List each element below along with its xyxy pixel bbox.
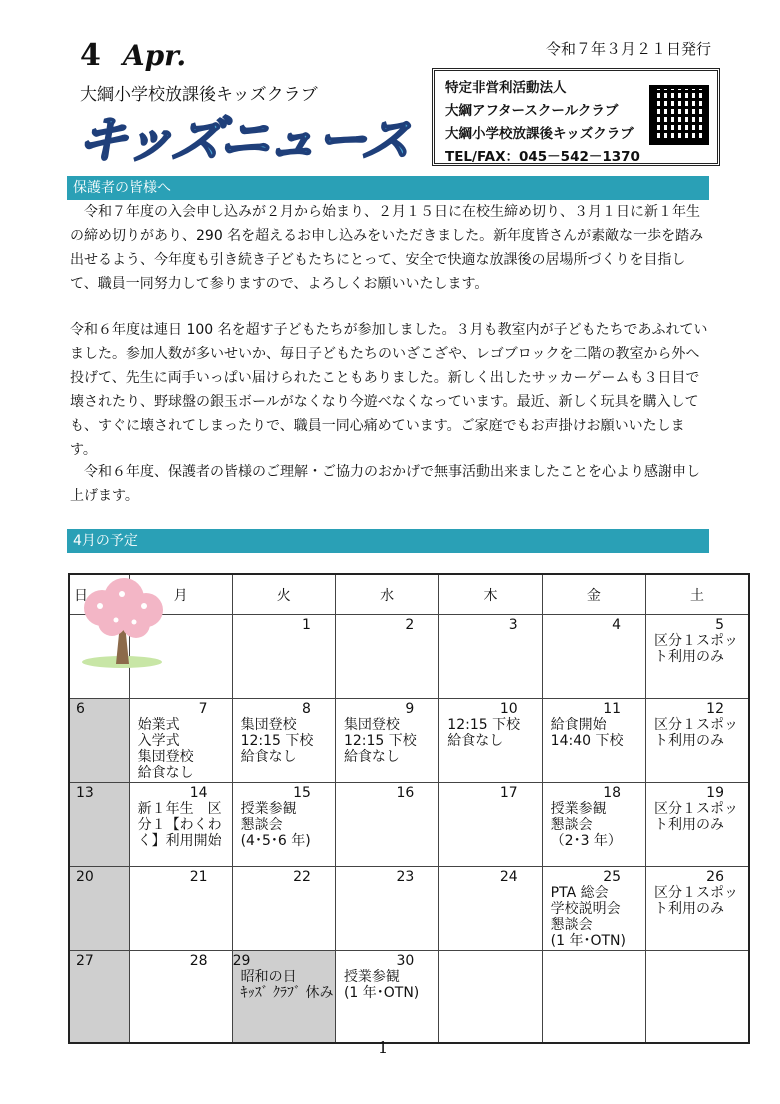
day-events: 授業参観 懇談会 (4･5･6 年): [240, 801, 311, 849]
day-number: 21: [189, 869, 208, 885]
calendar-day-cell: [335, 867, 438, 951]
month-number: 4: [80, 38, 101, 73]
day-number: 25: [603, 869, 622, 885]
calendar-day-cell: [335, 699, 438, 783]
day-number: 1: [302, 617, 311, 633]
day-number: 28: [189, 953, 208, 969]
day-number: 12: [706, 701, 724, 717]
calendar-day-cell: [439, 951, 542, 1043]
section-title-schedule: 4月の予定: [67, 529, 709, 553]
org-type: 特定非営利活動法人: [445, 80, 567, 96]
day-number: 14: [189, 785, 208, 801]
calendar-day-cell: [542, 951, 645, 1043]
calendar-day-cell: [129, 951, 232, 1043]
paragraph-thanks: 令和６年度、保護者の皆様のご理解・ご協力のおかげで無事活動出来ましたことを心より感謝申し上げます。: [70, 464, 700, 504]
calendar-day-cell: [439, 699, 542, 783]
section-title-guardians: 保護者の皆様へ: [67, 176, 709, 200]
calendar-day-cell: [542, 867, 645, 951]
weekday-header: 月: [129, 574, 232, 615]
day-number: 9: [405, 701, 415, 717]
cherry-blossom-tree-icon: [72, 576, 172, 668]
calendar-day-cell: [542, 783, 645, 867]
day-number: 5: [715, 617, 724, 633]
day-events: 給食開始 14:40 下校: [550, 717, 624, 749]
day-number: 23: [396, 869, 415, 885]
day-number: 11: [603, 701, 622, 717]
day-number: 4: [612, 617, 622, 633]
calendar-week-row: [69, 951, 749, 1043]
calendar-day-cell: [439, 867, 542, 951]
day-number: 29: [232, 953, 251, 969]
page-number: 1: [378, 1038, 389, 1057]
calendar-day-cell: [232, 615, 335, 699]
day-number: 18: [603, 785, 622, 801]
calendar-day-cell: [232, 783, 335, 867]
club-name: 大綱小学校放課後キッズクラブ: [80, 85, 318, 105]
calendar-week-row: [69, 867, 749, 951]
calendar-day-cell: [646, 699, 749, 783]
day-number: 26: [706, 869, 724, 885]
day-events: 区分１スポッ ト利用のみ: [654, 885, 739, 917]
day-number: 17: [499, 785, 518, 801]
day-number: 13: [76, 785, 94, 801]
calendar-day-cell: [439, 783, 542, 867]
calendar-day-cell: [232, 699, 335, 783]
day-number: 7: [198, 701, 208, 717]
calendar-day-cell: [335, 783, 438, 867]
day-number: [439, 951, 541, 953]
club-label: 大綱小学校放課後キッズクラブ: [445, 126, 634, 142]
day-events: 区分１スポッ ト利用のみ: [654, 717, 739, 749]
day-events: 12:15 下校 給食なし: [447, 717, 521, 749]
day-number: 16: [396, 785, 415, 801]
day-events: 区分１スポッ ト利用のみ: [654, 633, 739, 665]
calendar-day-cell: [439, 615, 542, 699]
calendar-day-cell: [69, 951, 129, 1043]
calendar-day-cell: [129, 867, 232, 951]
day-number: 20: [76, 869, 94, 885]
day-number: 22: [293, 869, 311, 885]
day-number: 8: [302, 701, 311, 717]
newsletter-logo: キッズニュース: [73, 111, 415, 169]
calendar-day-cell: [232, 867, 335, 951]
calendar-day-cell: [129, 783, 232, 867]
contact-box: [432, 68, 720, 166]
day-events: PTA 総会 学校説明会 懇談会 (1 年･OTN): [550, 885, 626, 949]
day-events: 授業参観 (1 年･OTN): [343, 969, 420, 1001]
paragraph-enrollment: 令和７年度の入会申し込みが２月から始まり、２月１５日に在校生締め切り、３月１日に新１年生の締め切りがあり、290 名を超えるお申し込みをいただきました。新年度皆さんが素敵な一歩を踏み出せるよう、今年度も引き続き子どもたちにとって、安全で快適な放課後の居場所づくりを目指して、職員一同努力して参りますので、よろしくお願いいたします。: [70, 204, 704, 292]
month-heading: [80, 38, 186, 73]
calendar-day-cell: [542, 615, 645, 699]
day-number: 6: [76, 701, 85, 717]
weekday-header: 水: [335, 574, 438, 615]
day-events: 始業式 入学式 集団登校 給食なし: [137, 717, 194, 781]
day-number: 27: [76, 953, 94, 969]
issue-date: 令和７年３月２１日発行: [546, 40, 712, 58]
calendar-week-row: [69, 783, 749, 867]
day-events: 授業参観 懇談会 （2･3 年）: [550, 801, 622, 849]
org-name: 大綱アフタースクールクラブ: [445, 103, 619, 119]
day-number: 24: [499, 869, 518, 885]
calendar-day-cell: [129, 699, 232, 783]
day-number: 19: [706, 785, 724, 801]
day-number: 3: [508, 617, 518, 633]
day-events: 集団登校 12:15 下校 給食なし: [343, 717, 417, 765]
day-number: 30: [396, 953, 415, 969]
weekday-header: 日: [69, 574, 129, 615]
day-events: 区分１スポッ ト利用のみ: [654, 801, 739, 833]
day-number: 2: [405, 617, 415, 633]
calendar-day-cell: [646, 783, 749, 867]
weekday-header: 火: [232, 574, 335, 615]
phone-fax: TEL/FAX：045－542－1370: [445, 149, 640, 165]
calendar-day-cell: [335, 615, 438, 699]
calendar-day-cell: [646, 867, 749, 951]
day-number: 10: [499, 701, 518, 717]
calendar-day-cell: [232, 951, 335, 1043]
calendar-day-cell: [646, 951, 749, 1043]
month-english: Apr.: [122, 39, 187, 72]
calendar-day-cell: [69, 783, 129, 867]
day-number: [646, 951, 748, 953]
calendar-day-cell: [335, 951, 438, 1043]
calendar-week-row: [69, 699, 749, 783]
paragraph-activity: 令和６年度は連日 100 名を超す子どもたちが参加しました。３月も教室内が子どもたちであふれていました。参加人数が多いせいか、毎日子どもたちのいざこざや、レゴブロックを二階の教室から外へ投げて、先生に両手いっぱい届けられたこともありました。新しく出したサッカーゲームも３日目で壊されたり、野球盤の銀玉ボールがなくなり今遊べなくなっています。最近、新しく玩具を購入しても、すぐに壊されてしまったりで、職員一同心痛めています。ご家庭でもお声掛けお願いいたします。: [70, 322, 708, 458]
day-number: 15: [293, 785, 311, 801]
qr-code-icon[interactable]: [649, 85, 709, 145]
weekday-header: 土: [646, 574, 749, 615]
day-number: [543, 951, 645, 953]
calendar-day-cell: [69, 699, 129, 783]
weekday-header: 木: [439, 574, 542, 615]
weekday-header: 金: [542, 574, 645, 615]
calendar-day-cell: [542, 699, 645, 783]
day-events: 昭和の日 ｷｯｽﾞ ｸﾗﾌﾞ 休み: [240, 969, 334, 1001]
day-events: 集団登校 12:15 下校 給食なし: [240, 717, 314, 765]
calendar-day-cell: [69, 867, 129, 951]
calendar-day-cell: [646, 615, 749, 699]
day-events: 新１年生 区 分１【わくわ く】利用開始: [137, 801, 222, 849]
